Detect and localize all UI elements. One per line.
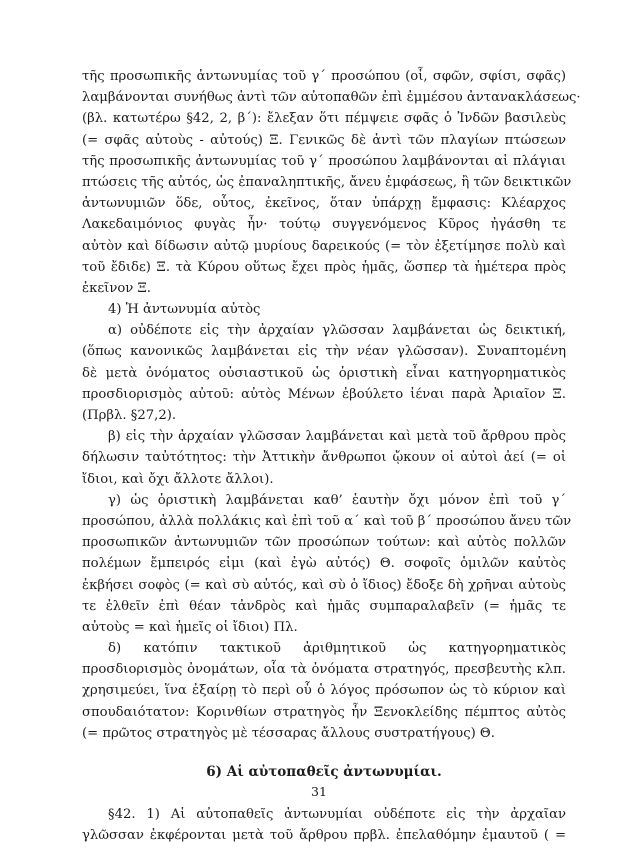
text-line: γ) ὡς ὁριστικὴ λαμβάνεται καθ’ ἑαυτὴν ὄχι μόνον ἐπὶ τοῦ γ΄ — [108, 492, 566, 508]
text-line: (= σφᾶς αὐτοὺς - αὐτούς) Ξ. Γενικῶς δὲ ἀντὶ τῶν πλαγίων πτώσεων — [82, 132, 566, 148]
text-line: (= πρῶτος στρατηγὸς μὲ τέσσαρας ἄλλους συστρατήγους) Θ. — [82, 725, 495, 741]
section-heading: 6) Αἱ αὐτοπαθεῖς ἀντωνυμίαι. — [206, 764, 442, 780]
paragraph-block — [82, 66, 581, 744]
text-line: πολέμων ἔμπειρός εἰμι (καὶ ἐγὼ αὐτός) Θ. σοφοῖς ὁμιλῶν καὐτὸς — [82, 556, 566, 572]
text-line: προσδιορισμὸς ὀνομάτων, οἷα τὰ ὀνόματα στρατηγός, πρεσβευτὴς κλπ. — [82, 662, 566, 678]
text-line: τῆς προσωπικῆς ἀντωνυμίας τοῦ γ΄ προσώπου λαμβάνονται αἱ πλάγιαι — [82, 153, 566, 169]
text-line: (Πρβλ. §27,2). — [82, 408, 177, 423]
text-line: προσωπικῶν ἀντωνυμιῶν τῶν προσώπων τούτων: καὶ αὐτὸς πολλῶν — [82, 535, 566, 551]
text-line: αὐτοὺς = καὶ ἡμεῖς οἱ ἴδιοι) Πλ. — [82, 619, 298, 635]
page-number: 31 — [311, 784, 327, 799]
text-line: ἀντωνυμιῶν ὅδε, οὗτος, ἐκεῖνος, ὅταν ὑπάρχῃ ἔμφασις: Κλέαρχος — [82, 196, 566, 212]
text-line: προσώπου, ἀλλὰ πολλάκις καὶ ἐπὶ τοῦ α΄ καὶ τοῦ β΄ προσώπου ἄνευ τῶν — [82, 513, 572, 529]
text-line: Λακεδαιμόνιος φυγὰς ἦν· τούτῳ συγγενόμενος Κῦρος ἠγάσθη τε — [82, 217, 566, 233]
text-line: τῆς προσωπικῆς ἀντωνυμίας τοῦ γ΄ προσώπου (οἷ, σφῶν, σφίσι, σφᾶς) — [82, 69, 566, 84]
text-line: ἐκβήσει σοφὸς (= καὶ σὺ αὐτός, καὶ σὺ ὁ ἴδιος) ἔδοξε δὴ χρῆναι αὐτοὺς — [82, 577, 566, 593]
text-line: λαμβάνονται συνήθως ἀντὶ τῶν αὐτοπαθῶν ἐπὶ ἐμμέσου ἀντανακλάσεως· — [82, 90, 581, 106]
text-line: τε ἐλθεῖν ἐπὶ θέαν τἀνδρὸς καὶ ἡμᾶς συμπαραλαβεῖν (= ἡμᾶς τε — [82, 598, 566, 614]
text-line: α) οὐδέποτε εἰς τὴν ἀρχαίαν γλῶσσαν λαμβάνεται ὡς δεικτική, — [108, 323, 566, 339]
text-line: 4) Ἡ ἀντωνυμία αὐτὸς — [108, 302, 261, 318]
text-line: (ὅπως κανονικῶς λαμβάνεται εἰς τὴν νέαν γλῶσσαν). Συναπτομένη — [82, 344, 566, 360]
text-line: προσδιορισμὸς αὐτοῦ: αὐτὸς Μένων ἐβούλετο ἰέναι παρὰ Ἀριαῖον Ξ. — [82, 386, 566, 402]
text-line: αὐτὸν καὶ δίδωσιν αὐτῷ μυρίους δαρεικούς (= τὸν ἐξετίμησε πολὺ καὶ — [82, 238, 566, 254]
text-line: σπουδαιότατον: Κορινθίων στρατηγὸς ἦν Ξενοκλείδης πέμπτος αὐτὸς — [82, 704, 566, 720]
section-paragraph — [82, 804, 566, 846]
text-line: τοῦ ἔδιδε) Ξ. τὰ Κύρου οὕτως ἔχει πρὸς ἡμᾶς, ὥσπερ τὰ ἡμέτερα πρὸς — [82, 259, 566, 275]
text-line: γλῶσσαν ἐκφέρονται μετὰ τοῦ ἄρθρου πρβλ. ἐπελαθόμην ἐμαυτοῦ ( = — [82, 828, 566, 844]
text-line: χρησιμεύει, ἵνα ἐξαίρῃ τὸ περὶ οὗ ὁ λόγος πρόσωπον ὡς τὸ κύριον καὶ — [82, 683, 566, 699]
text-line: πτώσεις τῆς αὐτός, ὡς ἐπαναληπτικῆς, ἄνευ ἐμφάσεως, ἢ τῶν δεικτικῶν — [82, 174, 572, 190]
page-body — [82, 66, 581, 846]
text-line: δήλωσιν ταὐτότητος: τὴν Ἀττικὴν ἄνθρωποι ᾤκουν οἱ αὐτοὶ ἀεί (= οἱ — [82, 450, 566, 466]
text-line: β) εἰς τὴν ἀρχαίαν γλῶσσαν λαμβάνεται καὶ μετὰ τοῦ ἄρθρου πρὸς — [108, 429, 566, 445]
text-line: §42. 1) Αἱ αὐτοπαθεῖς ἀντωνυμίαι οὐδέποτε εἰς τὴν ἀρχαῖαν — [108, 807, 566, 822]
text-line: δὲ μετὰ ὀνόματος οὐσιαστικοῦ ὡς ὁριστικὴ εἶναι κατηγορηματικὸς — [82, 365, 566, 381]
text-line: ἴδιοι, καὶ ὄχι ἄλλοτε ἄλλοι). — [82, 471, 274, 487]
text-line: ἐκεῖνον Ξ. — [82, 280, 151, 296]
text-line: δ) κατόπιν τακτικοῦ ἀριθμητικοῦ ὡς κατηγορηματικὸς — [108, 641, 566, 657]
text-line: (βλ. κατωτέρω §42, 2, β΄): ἔλεξαν ὅτι πέμψειε σφᾶς ὁ Ἰνδῶν βασιλεὺς — [82, 111, 566, 127]
